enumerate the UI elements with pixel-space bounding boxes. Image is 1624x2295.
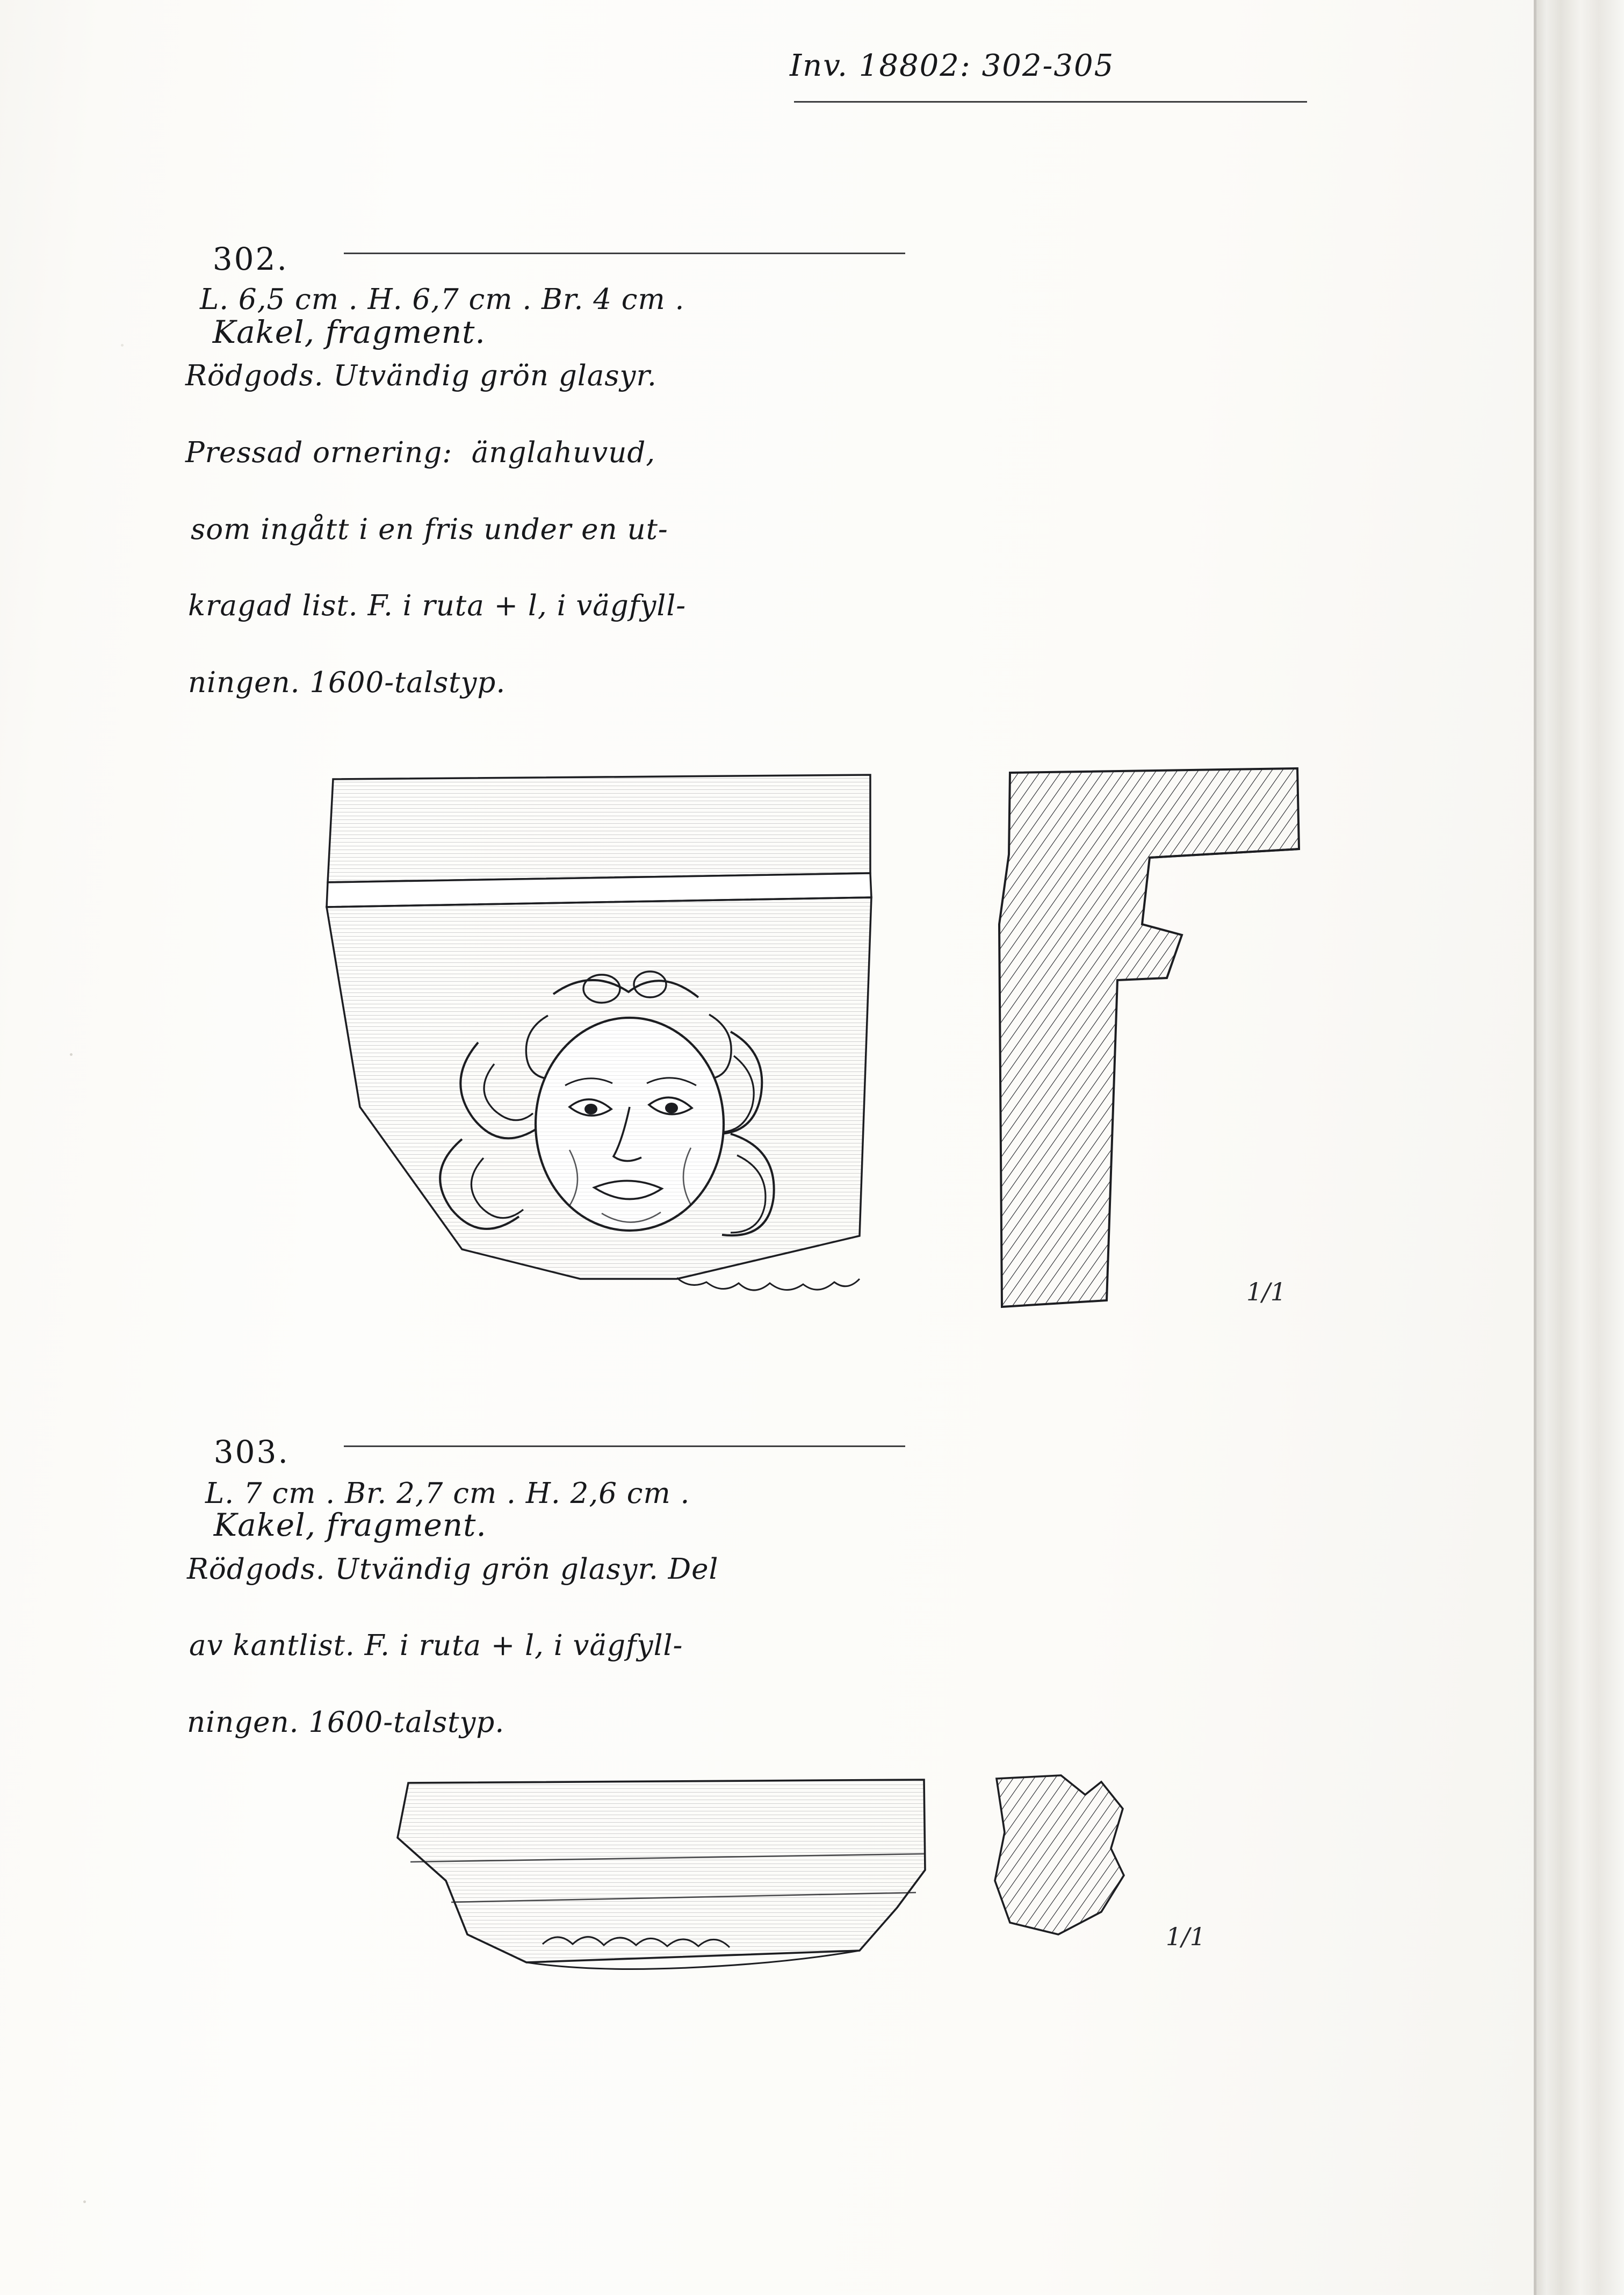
entry-302-line-1: L. 6,5 cm . H. 6,7 cm . Br. 4 cm .: [200, 283, 685, 316]
figure-303-scale-mark: 1/1: [1166, 1922, 1206, 1951]
entry-302-title: Kakel, fragment.: [212, 314, 486, 350]
entry-302-line-2: Rödgods. Utvändig grön glasyr.: [185, 359, 657, 392]
inventory-number-underline: [794, 101, 1307, 103]
entry-302-line-6: ningen. 1600-talstyp.: [188, 666, 506, 699]
entry-303-line-1: L. 7 cm . Br. 2,7 cm . H. 2,6 cm .: [205, 1477, 690, 1510]
entry-303-line-2: Rödgods. Utvändig grön glasyr. Del: [187, 1553, 719, 1586]
figure-303-drawing: [387, 1773, 1257, 1999]
entry-303-line-3: av kantlist. F. i ruta + l, i vägfyll-: [189, 1629, 683, 1662]
entry-303-title-underline: [344, 1445, 905, 1447]
figure-302-front-view: [327, 775, 871, 1290]
paper-speck: [121, 344, 124, 347]
figure-302-drawing: [301, 763, 1343, 1333]
figure-302-section-view: [999, 768, 1299, 1307]
figure-303-front-view: [398, 1780, 925, 1969]
entry-302-title-underline: [344, 253, 905, 254]
entry-303-number: 303.: [213, 1434, 290, 1470]
entry-302-line-4: som ingått i en fris under en ut-: [191, 513, 668, 546]
figure-302-scale-mark: 1/1: [1246, 1277, 1287, 1306]
entry-303-line-4: ningen. 1600-talstyp.: [187, 1706, 505, 1739]
entry-302-number: 302.: [212, 241, 288, 277]
entry-303-title: Kakel, fragment.: [213, 1507, 487, 1543]
entry-302-line-3: Pressad ornering: änglahuvud,: [185, 436, 656, 469]
inventory-number: Inv. 18802: 302-305: [790, 48, 1115, 83]
entry-302-line-5: kragad list. F. i ruta + l, i vägfyll-: [188, 589, 687, 622]
paper-speck: [70, 1053, 73, 1056]
paper-speck: [83, 2200, 86, 2203]
paper-edge: [1534, 0, 1624, 2295]
figure-303-section-view: [995, 1775, 1124, 1934]
